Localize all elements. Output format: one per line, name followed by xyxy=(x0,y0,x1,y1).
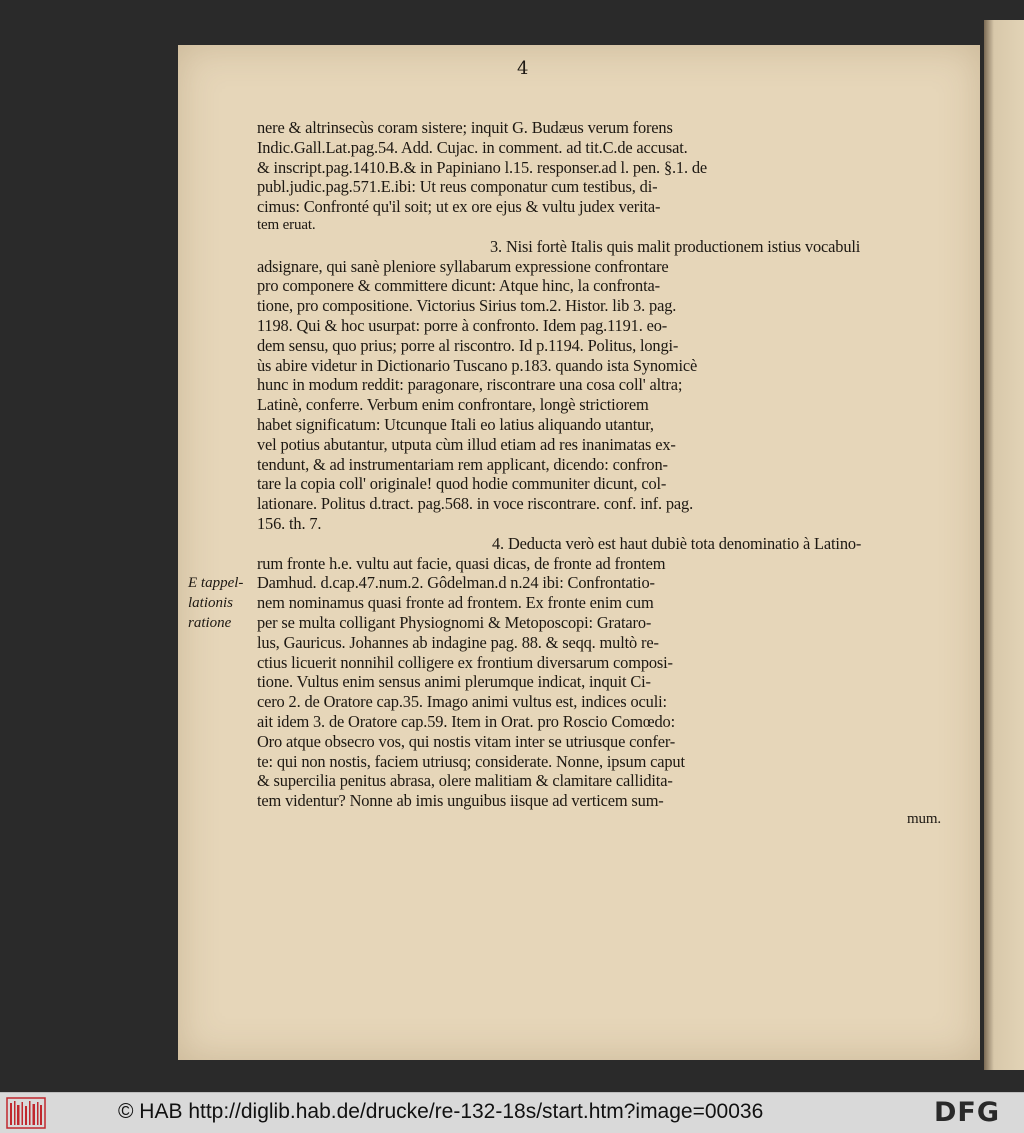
text-line: Latinè, conferre. Verbum enim confrontare, longè strictiorem xyxy=(257,395,649,415)
text-line: 4. Deducta verò est haut dubiè tota denominatio à Latino- xyxy=(492,533,862,553)
text-line: Oro atque obsecro vos, qui nostis vitam inter se utriusque confer- xyxy=(257,731,676,751)
text-line: mum. xyxy=(907,811,941,827)
margin-note-line: E tappel- xyxy=(188,575,244,591)
text-line: Indic.Gall.Lat.pag.54. Add. Cujac. in comment. ad tit.C.de accusat. xyxy=(257,137,688,157)
next-page-edge xyxy=(984,20,1024,1070)
text-line: vel potius abutantur, utputa cùm illud etiam ad res inanimatas ex- xyxy=(257,434,676,454)
text-line: tem eruat. xyxy=(257,217,316,233)
text-line: ùs abire videtur in Dictionario Tuscano p.183. quando ista Synomicè xyxy=(257,355,698,375)
text-line: per se multa colligant Physiognomi & Metoposcopi: Grataro- xyxy=(257,613,652,632)
text-line: adsignare, qui sanè pleniore syllabarum expressione confrontare xyxy=(257,256,669,276)
text-line: cero 2. de Oratore cap.35. Imago animi vultus est, indices oculi: xyxy=(257,692,667,712)
text-line: tione, pro compositione. Victorius Sirius tom.2. Histor. lib 3. pag. xyxy=(257,296,677,316)
text-line: ait idem 3. de Oratore cap.59. Item in Orat. pro Roscio Comœdo: xyxy=(257,712,675,731)
margin-note-line: ratione xyxy=(188,615,232,631)
barcode-icon xyxy=(6,1097,46,1129)
text-line: tione. Vultus enim sensus animi plerumque indicat, inquit Ci- xyxy=(257,672,651,692)
text-line: pro componere & committere dicunt: Atque hinc, la confronta- xyxy=(257,276,660,296)
text-line: Damhud. d.cap.47.num.2. Gôdelman.d n.24 ibi: Confrontatio- xyxy=(257,573,655,593)
text-line: & supercilia penitus abrasa, olere malitiam & clamitare callidita- xyxy=(257,771,673,791)
text-line: nem nominamus quasi fronte ad frontem. Ex fronte enim cum xyxy=(257,593,654,613)
copyright-link[interactable]: © HAB http://diglib.hab.de/drucke/re-132-18s/start.htm?image=00036 xyxy=(118,1100,764,1123)
text-line: cimus: Confronté qu'il soit; ut ex ore ejus & vultu judex verita- xyxy=(257,197,661,217)
text-line: tendunt, & ad instrumentariam rem applicant, dicendo: confron- xyxy=(257,454,668,474)
dfg-logo: DFG xyxy=(934,1097,1001,1128)
text-line: 3. Nisi fortè Italis quis malit productionem istius vocabuli xyxy=(490,236,861,256)
text-line: 156. th. 7. xyxy=(257,514,322,533)
text-line: publ.judic.pag.571.E.ibi: Ut reus componatur cum testibus, di- xyxy=(257,177,658,197)
text-line: tare la copia coll' originale! quod hodie communiter dicunt, col- xyxy=(257,474,667,494)
text-line: ctius licuerit nonnihil colligere ex frontium diversarum composi- xyxy=(257,652,673,672)
text-line: hunc in modum reddit: paragonare, riscontrare una cosa coll' altra; xyxy=(257,375,683,395)
text-line: tem videntur? Nonne ab imis unguibus iisque ad verticem sum- xyxy=(257,791,664,811)
text-line: lationare. Politus d.tract. pag.568. in voce riscontrare. conf. inf. pag. xyxy=(257,494,694,514)
viewer-footer xyxy=(0,1092,1024,1133)
text-line: habet significatum: Utcunque Itali eo latius aliquando utantur, xyxy=(257,415,654,434)
text-line: rum fronte h.e. vultu aut facie, quasi dicas, de fronte ad frontem xyxy=(257,553,666,573)
margin-note-line: lationis xyxy=(188,595,234,611)
text-line: & inscript.pag.1410.B.& in Papiniano l.15. responser.ad l. pen. §.1. de xyxy=(257,157,708,177)
page-number: 4 xyxy=(517,58,529,79)
text-line: nere & altrinsecùs coram sistere; inquit G. Budæus verum forens xyxy=(257,118,673,137)
text-line: 1198. Qui & hoc usurpat: porre à confronto. Idem pag.1191. eo- xyxy=(257,316,668,335)
text-line: lus, Gauricus. Johannes ab indagine pag. 88. & seqq. multò re- xyxy=(257,632,659,652)
text-line: te: qui non nostis, faciem utriusq; considerate. Nonne, ipsum caput xyxy=(257,751,685,771)
text-line: dem sensu, quo prius; porre al riscontro. Id p.1194. Politus, longi- xyxy=(257,335,679,355)
